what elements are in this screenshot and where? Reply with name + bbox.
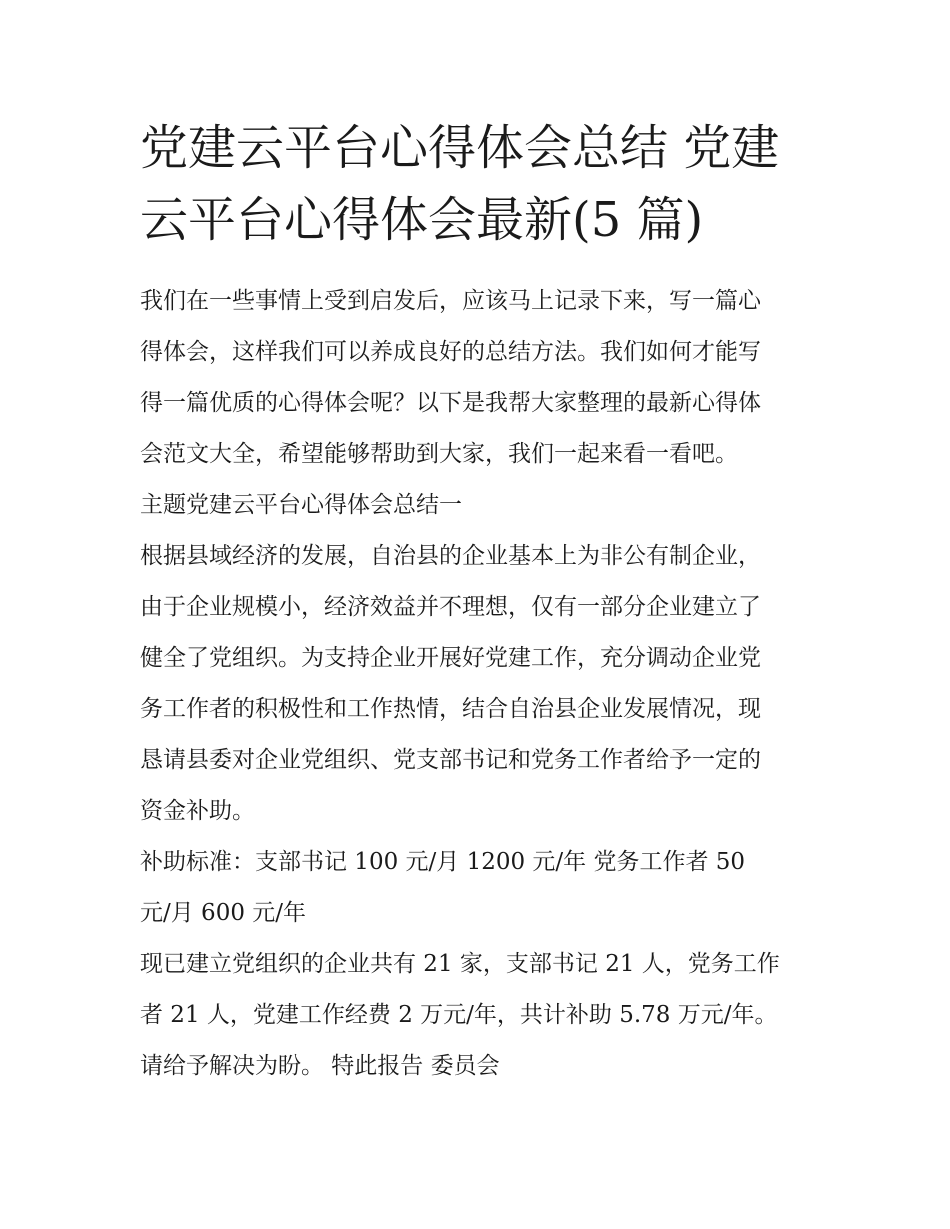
text-line: 会范文大全，希望能够帮助到大家，我们一起来看一看吧。 [140,441,738,467]
text-line: 恳请县委对企业党组织、党支部书记和党务工作者给予一定的 [140,747,761,773]
text-line: 请给予解决为盼。 特此报告 委员会 [140,1053,500,1079]
text-line: 补助标准：支部书记 100 元/月 1200 元/年 党务工作者 50 [140,849,746,875]
intro-paragraph [140,276,830,480]
body-paragraph [140,531,830,837]
title-line: 党建云平台心得体会总结 党建 [140,120,780,176]
text-line: 资金补助。 [140,798,255,824]
subsidy-standard-paragraph [140,837,830,939]
text-line: 我们在一些事情上受到启发后，应该马上记录下来，写一篇心 [140,288,761,314]
text-line: 根据县域经济的发展，自治县的企业基本上为非公有制企业， [140,543,761,569]
text-line: 健全了党组织。为支持企业开展好党建工作，充分调动企业党 [140,645,761,671]
text-line: 主题党建云平台心得体会总结一 [140,492,462,518]
statistics-paragraph [140,939,830,1041]
document-title [140,112,830,256]
text-line: 务工作者的积极性和工作热情，结合自治县企业发展情况，现 [140,696,761,722]
text-line: 者 21 人，党建工作经费 2 万元/年，共计补助 5.78 万元/年。 [140,1002,778,1028]
title-line: 云平台心得体会最新(5 篇) [140,192,704,248]
closing-paragraph [140,1041,830,1092]
text-line: 得体会，这样我们可以养成良好的总结方法。我们如何才能写 [140,339,761,365]
text-line: 得一篇优质的心得体会呢？以下是我帮大家整理的最新心得体 [140,390,761,416]
section-heading [140,480,830,531]
text-line: 元/月 600 元/年 [140,900,307,926]
text-line: 由于企业规模小，经济效益并不理想，仅有一部分企业建立了 [140,594,761,620]
text-line: 现已建立党组织的企业共有 21 家，支部书记 21 人，党务工作 [140,951,780,977]
